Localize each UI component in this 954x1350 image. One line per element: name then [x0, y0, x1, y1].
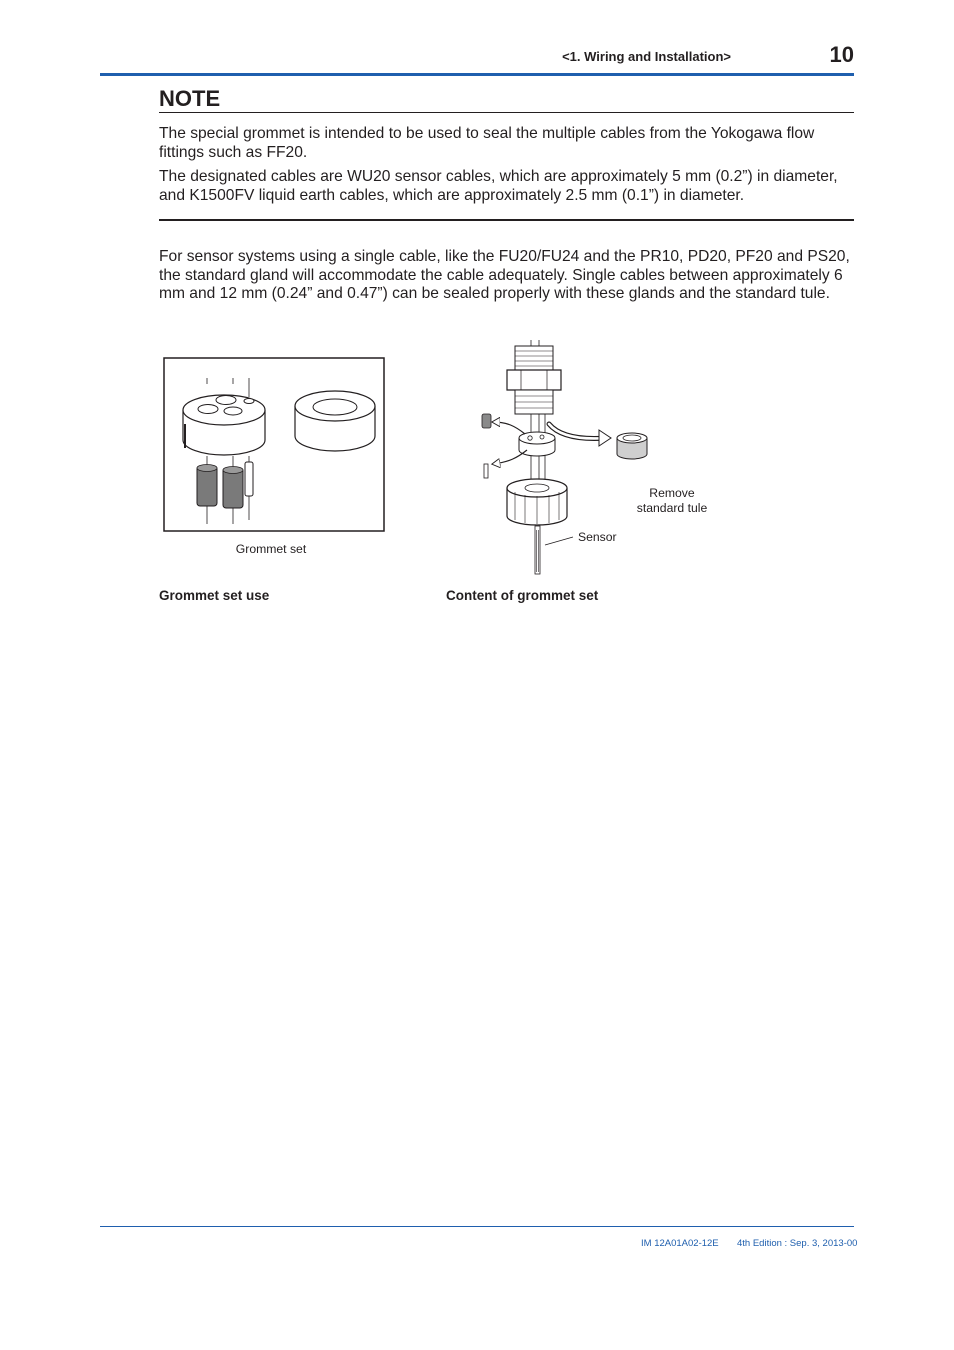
- grommet-set-illustration: [164, 358, 384, 531]
- standard-tule-icon: [617, 433, 647, 459]
- note-top-rule: [159, 112, 854, 113]
- sensor-cable-icon: [535, 526, 540, 574]
- note-bottom-rule: [159, 219, 854, 221]
- footer-document-id: IM 12A01A02-12E: [641, 1238, 719, 1249]
- gland-assembly-illustration: [482, 340, 647, 574]
- grommet-figures: [159, 340, 719, 590]
- header-rule: [100, 73, 854, 76]
- footer-rule: [100, 1226, 854, 1227]
- remove-tule-label-line1: Remove: [649, 486, 695, 500]
- chapter-header: <1. Wiring and Installation>: [562, 49, 731, 64]
- gland-body-icon: [507, 340, 561, 414]
- remove-tule-label-line2: standard tule: [636, 501, 708, 515]
- grommet-set-label: Grommet set: [235, 542, 307, 556]
- removed-pin-icon: [484, 464, 488, 478]
- grommet-set-use-caption: Grommet set use: [159, 588, 270, 603]
- note-title: NOTE: [159, 86, 221, 111]
- page-number: 10: [829, 42, 854, 67]
- note-paragraph-2: The designated cables are WU20 sensor cables, which are approximately 5 mm (0.2”) in diameter, and K1500FV liquid earth cables, which are approximately 2.5 mm (0.1”) in diameter.: [159, 168, 838, 204]
- cap-nut-icon: [507, 479, 567, 525]
- ring-grommet-icon: [295, 391, 375, 451]
- note-paragraph-1: The special grommet is intended to be used to seal the multiple cables from the Yokogawa flow fittings such as FF20.: [159, 125, 815, 161]
- content-of-grommet-set-caption: Content of grommet set: [446, 588, 599, 603]
- body-paragraph: For sensor systems using a single cable, like the FU20/FU24 and the PR10, PD20, PF20 and PS20, the standard gland will accommodate the cable adequately. Single cables between approximately 6 mm and 12 mm (0.24” and 0.47”) can be sealed properly with these glands and the standard tule.: [159, 248, 850, 302]
- sensor-label: Sensor: [578, 530, 617, 544]
- footer-edition: 4th Edition : Sep. 3, 2013-00: [737, 1238, 858, 1249]
- removed-plug-icon: [482, 414, 491, 428]
